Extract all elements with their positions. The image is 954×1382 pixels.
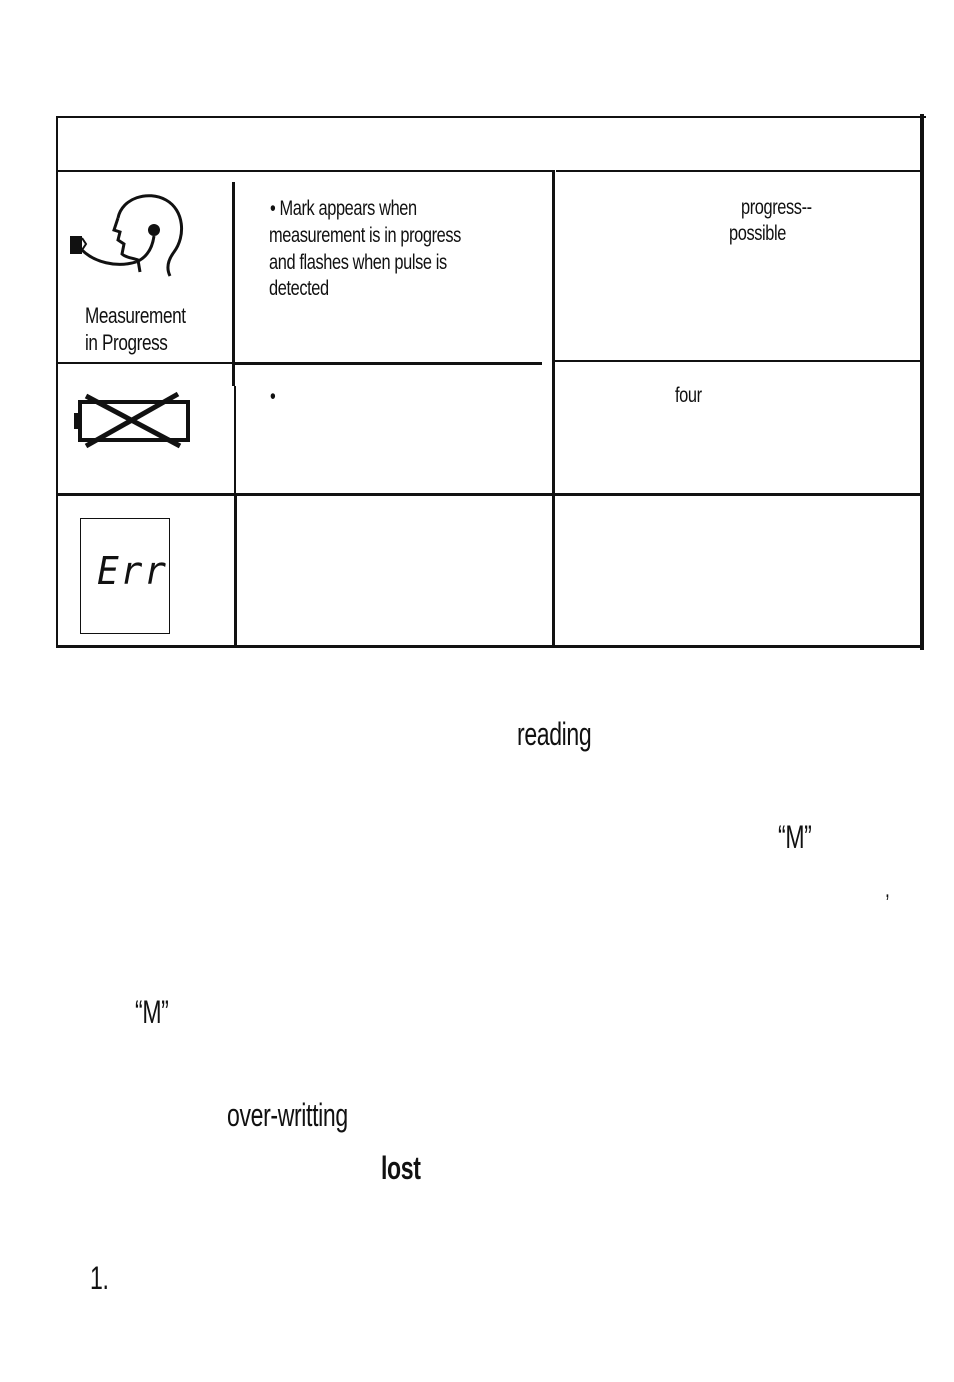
table-header-line-right [556,170,922,172]
error-display-icon [80,518,170,634]
measurement-head-icon [66,188,196,284]
row2-remark: four [675,384,702,407]
row2-line [56,493,922,496]
column-divider-1b [234,494,237,648]
low-battery-icon [72,390,192,450]
measurement-label-line1: Measurement [85,303,186,328]
row1-remark-line2: possible [729,222,786,245]
row1-line-mid [234,362,542,365]
word-lost: lost [381,1150,421,1186]
word-m-quote-2: “M” [135,994,169,1030]
row1-description-line1: • Mark appears when [270,197,417,220]
table-border-bottom [56,645,924,648]
row2-description-bullet: • [270,385,276,408]
row1-description-line3: and flashes when pulse is [269,251,447,274]
row1-line-right [554,360,922,362]
table-border-left [56,116,58,648]
measurement-label-line2: in Progress [85,330,168,355]
row1-remark-line1: progress-- [741,196,812,219]
word-over-writting: over-writting [227,1097,348,1133]
column-divider-2 [552,170,555,648]
column-divider-1 [232,182,235,386]
row1-description-line4: detected [269,277,329,300]
word-m-quote-1: “M” [778,819,812,855]
row1-description-line2: measurement is in progress [269,224,461,247]
column-divider-1c [234,386,236,494]
table-border-top [56,116,926,118]
table-header-line-left [58,170,554,172]
row1-line-left [58,362,232,364]
word-reading: reading [517,716,592,752]
error-display-text: Err [97,549,168,593]
list-item-number-1: 1. [90,1260,109,1296]
table-border-right [920,114,924,650]
stray-comma: , [885,876,890,903]
